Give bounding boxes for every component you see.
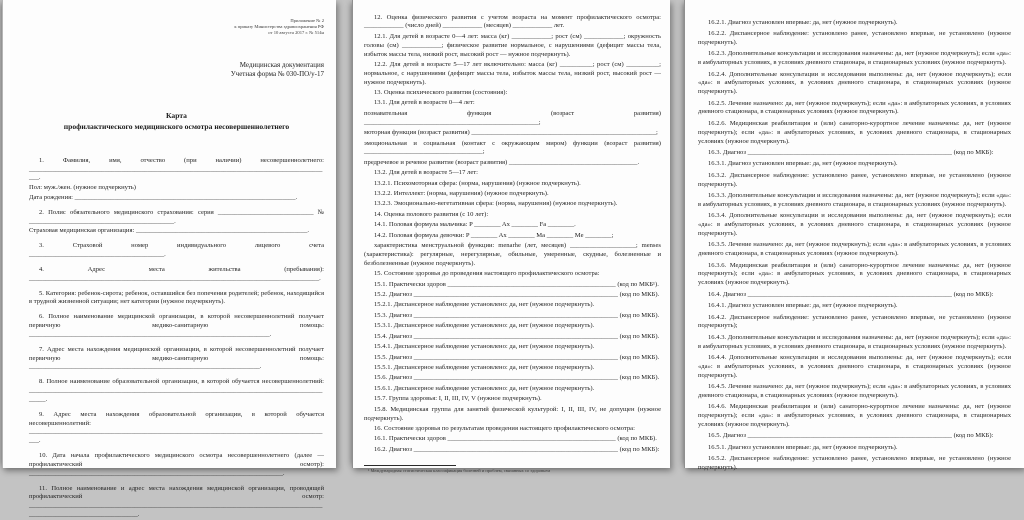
field-speech-development: предречевое и речевое развитие (возраст развития) _______________________________________. (364, 158, 640, 166)
form-type-label (29, 61, 324, 80)
item-15-3-diagnosis: 15.3. Диагноз ______________________________________________________________ (код по МКБ). (374, 311, 660, 319)
item-15-5-1-dispensary: 15.5.1. Диспансерное наблюдение установлено: да, нет (нужное подчеркнуть). (374, 364, 595, 372)
field-sex: Пол: муж./жен. (нужное подчеркнуть) (29, 184, 136, 192)
item-16-3-3-consultations-prescribed: 16.3.3. Дополнительные консультации и исследования назначены: да, нет (нужное подчеркнуть); если «да»: в амбулаторных условиях, в условиях дневного стационара, в стационарных условиях (нужное подчеркнуть). (698, 192, 1011, 208)
item-16-2-5-treatment: 16.2.5. Лечение назначено: да, нет (нужное подчеркнуть); если «да»: в амбулаторных условиях, в условиях дневного стационара, в стационарных условиях (нужное подчеркнуть). (698, 99, 1011, 116)
field-birthdate: Дата рождения: ___________________________________________________________________. (29, 194, 298, 201)
annex-line: от 10 августа 2017 г. № 514н (268, 30, 324, 36)
item-16-4-1-first-diagnosed: 16.4.1. Диагноз установлен впервые: да, нет (нужное подчеркнуть). (708, 302, 898, 310)
footnote-divider (364, 465, 456, 466)
item-13-2-3-emotional: 13.2.3. Эмоционально-вегетативная сфера: (норма, нарушения) (нужное подчеркнуть). (374, 200, 618, 208)
item-9-edu-org-address: 9. Адрес места нахождения образовательной организации, в которой обучается несовершеннолетний: ____________________________________________________________________________________________. (29, 410, 324, 445)
item-15-health-before: 15. Состояние здоровья до проведения настоящего профилактического осмотра: (374, 270, 600, 278)
item-12-physical-development: 12. Оценка физического развития с учетом возраста на момент профилактического осмотра: ____________ (число дней) ____________ (месяцев) ____________ лет. (364, 13, 661, 30)
icd-footnote: ¹ Международная статистическая классификация болезней и проблем, связанных со здоровьем (368, 467, 551, 473)
item-15-4-diagnosis: 15.4. Диагноз ______________________________________________________________ (код по МКБ). (374, 332, 660, 340)
annex-line: Приложение № 2 (290, 18, 324, 23)
item-16-2-diagnosis: 16.2. Диагноз ______________________________________________________________ (код по МКБ): (374, 445, 660, 453)
field-menstrual-function: характеристика менструальной функции: menarhe (лет, месяцев) ____________________; menses (характеристика): регулярные, нерегулярные, обильные, умеренные, скудные, болезненные и безболезненные (нужное подчеркнуть). (364, 242, 661, 267)
item-16-4-3-consultations-prescribed: 16.4.3. Дополнительные консультации и исследования назначены: да, нет (нужное подчеркнуть); если «да»: в амбулаторных условиях, в условиях дневного стационара, в стационарных условиях (нужное подчеркнуть). (698, 333, 1011, 350)
page-3 (684, 0, 1024, 472)
item-16-3-5-treatment: 16.3.5. Лечение назначено: да, нет (нужное подчеркнуть); если «да»: в амбулаторных условиях, в условиях дневного стационара, в стационарных условиях (нужное подчеркнуть). (698, 241, 1011, 258)
item-3-snils: 3. Страховой номер индивидуального лицевого счета _________________________________________. (29, 242, 324, 259)
item-12-1-age-0-4: 12.1. Для детей в возрасте 0—4 лет: масса (кг) ____________; рост (см) ____________; окружность головы (см) ____________; физическое развитие нормальное, с нарушениями (дефицит массы тела, избыток массы тела, низкий рост, высокий рост — нужное подчеркнуть). (364, 32, 661, 58)
page-1 (2, 0, 336, 519)
item-14-1-boy-formula: 14.1. Половая формула мальчика: P ________ Ax ________ Fa ________. (374, 221, 576, 229)
item-16-4-5-treatment: 16.4.5. Лечение назначено: да, нет (нужное подчеркнуть); если «да»: в амбулаторных условиях, в условиях дневного стационара, в стационарных условиях (нужное подчеркнуть). (698, 383, 1011, 399)
page-2 (352, 0, 670, 473)
item-16-4-diagnosis: 16.4. Диагноз ______________________________________________________________ (код по МКБ): (708, 290, 994, 298)
item-1-name: 1. Фамилия, имя, отчество (при наличии) несовершеннолетнего: ____________________________________________________________________________________________. (29, 156, 324, 182)
item-14-2-girl-formula: 14.2. Половая формула девочки: P ________ Ax ________ Ma ________ Me ________; (374, 231, 614, 239)
doc-type-line: Учетная форма № 030-ПО/у-17 (230, 70, 324, 78)
item-5-category: 5. Категория: ребенок-сирота; ребенок, оставшийся без попечения родителей; ребенок, находящийся в трудной жизненной ситуации; нет категории (нужное подчеркнуть). (29, 289, 324, 306)
item-14-sexual-development: 14. Оценка полового развития (с 10 лет): (374, 210, 489, 218)
annex-reference (29, 18, 324, 37)
item-16-5-2-dispensary: 16.5.2. Диспансерное наблюдение: установлено ранее, установлено впервые, не установлено (нужное подчеркнуть). (698, 455, 1011, 472)
field-cognitive-function: познавательная функция (возраст развития) _____________________________________________________; (364, 109, 661, 126)
item-16-3-2-dispensary: 16.3.2. Диспансерное наблюдение: установлено ранее, установлено впервые, не установлено (нужное подчеркнуть). (698, 171, 1011, 188)
item-16-4-6-rehabilitation: 16.4.6. Медицинская реабилитация и (или) санаторно-курортное лечение назначены: да, нет (нужное подчеркнуть); если «да»: в амбулаторных условиях, в условиях дневного стационара, в стационарных условиях (нужное подчеркнуть). (698, 403, 1011, 428)
item-15-1-healthy: 15.1. Практически здоров ___________________________________________________ (код по МКБ¹). (374, 280, 659, 288)
item-16-2-4-consultations-performed: 16.2.4. Дополнительные консультации и исследования выполнены: да, нет (нужное подчеркнуть); если «да»: в амбулаторных условиях, в условиях дневного стационара, в стационарных условиях (нужное подчеркнуть). (698, 70, 1011, 96)
item-16-2-2-dispensary: 16.2.2. Диспансерное наблюдение: установлено ранее, установлено впервые, не установлено (нужное подчеркнуть). (698, 30, 1011, 46)
item-10-exam-start-date: 10. Дата начала профилактического медицинского осмотра несовершеннолетнего (далее — профилактический осмотр): _____________________________________________________________________________. (29, 452, 324, 477)
field-emotional-social-function: эмоциональная и социальная (контакт с окружающим миром) функции (возраст развития) ____________________________________; (364, 139, 661, 156)
item-16-2-1-first-diagnosed: 16.2.1. Диагноз установлен впервые: да, нет (нужное подчеркнуть). (708, 18, 898, 26)
item-16-3-4-consultations-performed: 16.3.4. Дополнительные консультации и исследования выполнены: да, нет (нужное подчеркнуть); если «да»: в амбулаторных условиях, в условиях дневного стационара, в стационарных условиях (нужное подчеркнуть). (698, 212, 1011, 237)
item-2-insurance-policy: 2. Полис обязательного медицинского страхования: серия _____________________________ № ____________________________________________. (29, 208, 324, 225)
item-16-3-1-first-diagnosed: 16.3.1. Диагноз установлен впервые: да, нет (нужное подчеркнуть). (708, 160, 898, 168)
item-8-edu-org-name: 8. Полное наименование образовательной организации, в которой обучается несовершеннолетний: ______________________________________________________________________________________________. (29, 378, 324, 403)
item-16-2-6-rehabilitation: 16.2.6. Медицинская реабилитация и (или) санаторно-курортное лечение назначены: да, нет (нужное подчеркнуть); если «да»: в амбулаторных условиях, в условиях дневного стационара, в стационарных условиях (нужное подчеркнуть). (698, 119, 1011, 145)
field-insurance-org: Страховая медицинская организация: ____________________________________________________. (29, 227, 310, 235)
item-16-3-6-rehabilitation: 16.3.6. Медицинская реабилитация и (или) санаторно-курортное лечение назначены: да, нет (нужное подчеркнуть); если «да»: в амбулаторных условиях, в условиях дневного стационара, в стационарных условиях (нужное подчеркнуть). (698, 261, 1011, 287)
item-15-2-1-dispensary: 15.2.1. Диспансерное наблюдение установлено: да, нет (нужное подчеркнуть). (374, 301, 595, 309)
doc-type-line: Медицинская документация (239, 60, 324, 69)
item-16-health-after: 16. Состояние здоровья по результатам проведения настоящего профилактического осмотра: (374, 424, 635, 432)
item-13-mental-development: 13. Оценка психического развития (состояния): (374, 89, 508, 96)
item-13-1-age-0-4: 13.1. Для детей в возрасте 0—4 лет: (374, 99, 475, 107)
item-15-4-1-dispensary: 15.4.1. Диспансерное наблюдение установлено: да, нет (нужное подчеркнуть). (374, 343, 595, 351)
title-line-1: Карта (166, 111, 187, 121)
item-15-6-diagnosis: 15.6. Диагноз ______________________________________________________________ (код по МКБ). (374, 374, 660, 382)
item-16-1-healthy: 16.1. Практически здоров ___________________________________________________ (код по МКБ). (374, 435, 657, 443)
item-13-2-1-psychomotor: 13.2.1. Психомоторная сфера: (норма, нарушения) (нужное подчеркнуть). (374, 179, 581, 187)
document-title (29, 111, 324, 132)
item-4-address: 4. Адрес места жительства (пребывания): ________________________________________________________________________________________. (29, 265, 324, 282)
item-6-medical-org-name: 6. Полное наименование медицинской организации, в которой несовершеннолетний получает первичную медико-санитарную помощь: _________________________________________________________________________. (29, 313, 324, 338)
item-7-medical-org-address: 7. Адрес места нахождения медицинской организации, в которой несовершеннолетний получает первичную медико-санитарную помощь: ______________________________________________________________________. (29, 345, 324, 371)
item-16-5-diagnosis: 16.5. Диагноз ______________________________________________________________ (код по МКБ): (708, 432, 994, 440)
item-11-examining-org: 11. Полное наименование и адрес места нахождения медицинской организации, проводящей профилактический осмотр: __________________________________________________________________________________________________________________________. (29, 484, 324, 519)
item-16-5-1-first-diagnosed: 16.5.1. Диагноз установлен впервые: да, нет (нужное подчеркнуть). (708, 443, 898, 451)
title-line-2: профилактического медицинского осмотра несовершеннолетнего (63, 122, 290, 132)
field-motor-function: моторная функция (возраст развития) ________________________________________________________; (364, 129, 658, 137)
item-16-4-4-consultations-performed: 16.4.4. Дополнительные консультации и исследования выполнены: да, нет (нужное подчеркнуть); если «да»: в амбулаторных условиях, в условиях дневного стационара, в стационарных условиях (нужное подчеркнуть). (698, 354, 1011, 379)
item-15-5-diagnosis: 15.5. Диагноз ______________________________________________________________ (код по МКБ). (374, 353, 660, 361)
item-16-3-diagnosis: 16.3. Диагноз ______________________________________________________________ (код по МКБ): (708, 148, 994, 156)
item-16-4-2-dispensary: 16.4.2. Диспансерное наблюдение: установлено ранее, установлено впервые, не установлено (нужное подчеркнуть); (698, 313, 1011, 330)
item-12-2-age-5-17: 12.2. Для детей в возрасте 5—17 лет включительно: масса (кг) __________; рост (см) __________; нормальное, с нарушениями (дефицит массы тела, избыток массы тела, низкий рост, высокий рост — нужное подчеркнуть). (364, 60, 661, 86)
item-13-2-age-5-17: 13.2. Для детей в возрасте 5—17 лет: (374, 169, 478, 177)
item-15-6-1-dispensary: 15.6.1. Диспансерное наблюдение установлено: да, нет (нужное подчеркнуть). (374, 384, 595, 392)
annex-line: к приказу Министерства здравоохранения РФ (234, 24, 324, 30)
item-15-3-1-dispensary: 15.3.1. Диспансерное наблюдение установлено: да, нет (нужное подчеркнуть). (374, 322, 595, 330)
item-15-2-diagnosis: 15.2. Диагноз ______________________________________________________________ (код по МКБ). (374, 291, 660, 299)
item-16-2-3-consultations-prescribed: 16.2.3. Дополнительные консультации и исследования назначены: да, нет (нужное подчеркнуть); если «да»: в амбулаторных условиях, в условиях дневного стационара, в стационарных условиях (нужное подчеркнуть). (698, 50, 1011, 67)
item-15-8-pe-group: 15.8. Медицинская группа для занятий физической культурой: I, II, III, IV, не допущен (нужное подчеркнуть). (364, 405, 661, 422)
item-15-7-health-group: 15.7. Группа здоровья: I, II, III, IV, V (нужное подчеркнуть). (374, 395, 542, 403)
item-13-2-2-intellect: 13.2.2. Интеллект: (норма, нарушения) (нужное подчеркнуть). (374, 190, 549, 198)
